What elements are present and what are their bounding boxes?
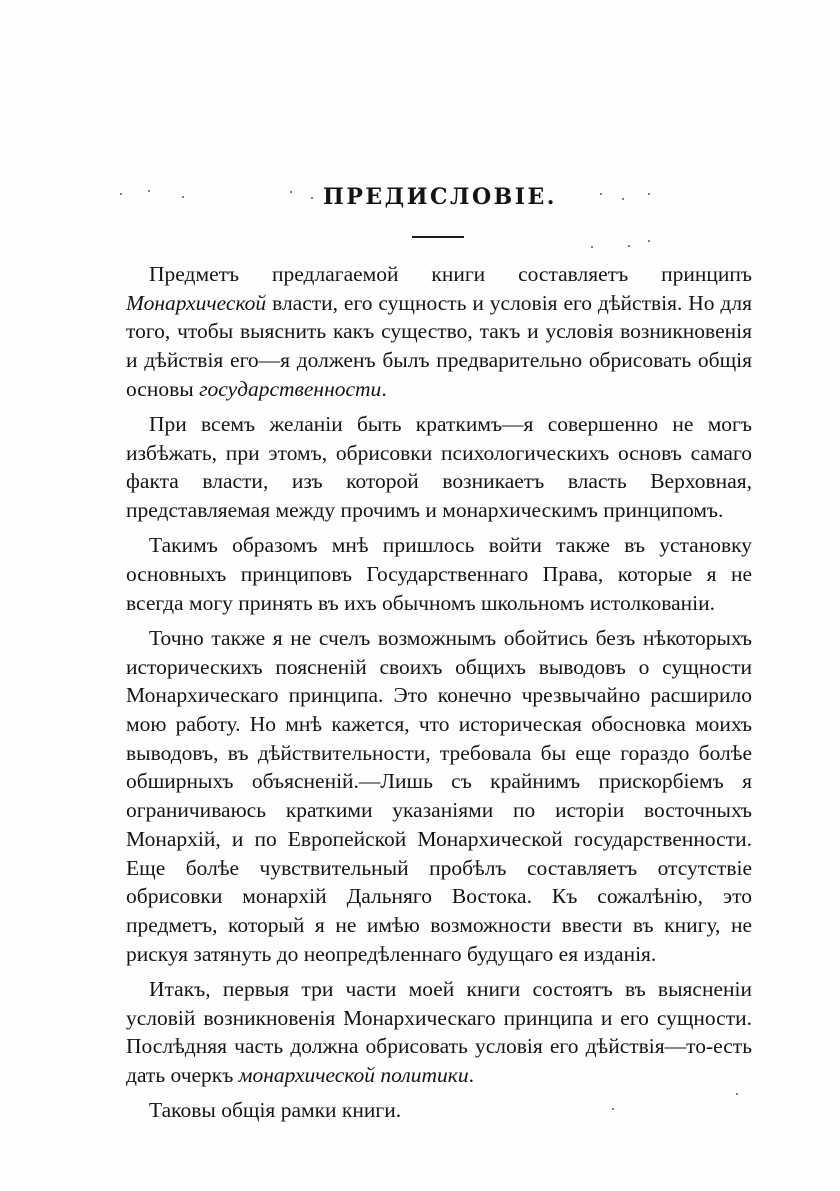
paragraph-text: Такимъ образомъ мнѣ пришлось войти также въ установку основныхъ принциповъ Государственнаго Права, которые я не всегда могу принять въ ихъ обычномъ школьномъ истолкованіи.	[126, 533, 752, 615]
paragraph-text: Точно также я не счелъ возможнымъ обойтись безъ нѣкоторыхъ историческихъ поясненій своихъ общихъ выводовъ о сущности Монархическаго принципа. Это конечно чрезвычайно расширило мою работу. Но мнѣ кажется, что историческая обосновка моихъ выводовъ, въ дѣйствительности, требовала бы еще гораздо болѣе обширныхъ объясненій.—Лишь съ крайнимъ прискорбіемъ я ограничиваюсь краткими указаніями по исторіи восточныхъ Монархій, и по Европейской Монархической государственности. Еще болѣе чувствительный пробѣлъ составляетъ отсутствіе обрисовки монархій Дальняго Востока. Къ сожалѣнію, это предметъ, который я не имѣю возможности ввести въ книгу, не рискуя затянуть до неопредѣленнаго будущаго ея изданія.	[126, 625, 752, 966]
paragraph-5	[126, 975, 752, 1090]
paragraph-6	[126, 1096, 752, 1125]
title-rule	[412, 236, 464, 238]
print-speck	[628, 245, 630, 247]
paragraph-text: власти, его сущность и условія его дѣйствія. Но для того, чтобы выяснить какъ существо, такъ и условія возникновенія и дѣйствія его—я долженъ былъ предварительно обрисовать общія основы	[126, 290, 752, 401]
paragraph-1	[126, 260, 752, 404]
paragraph-text: Предметъ предлагаемой книги составляетъ принципъ	[149, 262, 752, 286]
paragraph-text: .	[381, 376, 387, 401]
italic-phrase: государственности	[199, 376, 382, 401]
italic-phrase: Монархической	[126, 290, 267, 315]
paragraph-2	[126, 410, 752, 525]
paragraph-text: Итакъ, первыя три части моей книги состоятъ въ выясненіи условій возникновенія Монархическаго принципа и его сущности. Послѣдняя часть должна обрисовать условія его дѣйствія—то-есть дать очеркъ	[126, 976, 752, 1087]
paragraph-4	[126, 624, 752, 968]
preface-text	[126, 260, 752, 1131]
italic-phrase: монархической политики	[238, 1062, 469, 1087]
paragraph-text: .	[468, 1062, 474, 1087]
paragraph-3	[126, 531, 752, 617]
page-title: ПРЕДИСЛОВІЕ.	[323, 184, 557, 210]
print-speck	[648, 240, 650, 242]
paragraph-text: Таковы общія рамки книги.	[149, 1098, 402, 1123]
print-speck	[591, 246, 593, 248]
paragraph-text: При всемъ желаніи быть краткимъ—я совершенно не могъ избѣжать, при этомъ, обрисовки психологическихъ основъ самаго факта власти, изъ которой возникаетъ власть Верховная, представляемая между прочимъ и монархическимъ принципомъ.	[126, 412, 752, 523]
